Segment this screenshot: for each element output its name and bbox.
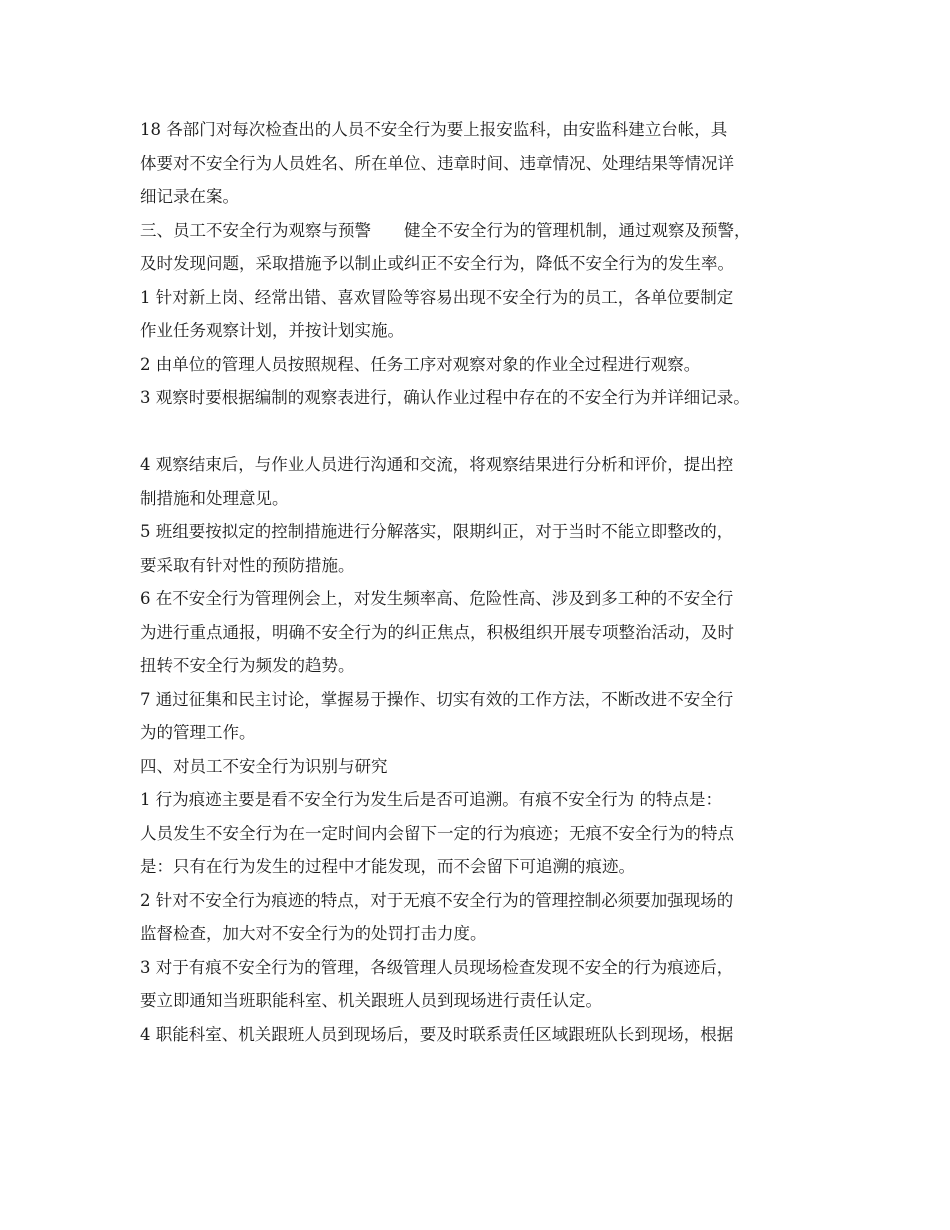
text-line: 及时发现问题，采取措施予以制止或纠正不安全行为，降低不安全行为的发生率。: [140, 254, 734, 273]
text-line: 5 班组要按拟定的控制措施进行分解落实，限期纠正，对于当时不能立即整改的，: [140, 522, 734, 541]
text-line: 制措施和处理意见。: [140, 488, 289, 508]
text-line: 为的管理工作。: [140, 723, 256, 742]
text-line: 4 职能科室、机关跟班人员到现场后，要及时联系责任区域跟班队长到现场，根据: [140, 1024, 734, 1044]
text-line: 2 针对不安全行为痕迹的特点，对于无痕不安全行为的管理控制必须要加强现场的: [140, 890, 734, 910]
text-line: 6 在不安全行为管理例会上，对发生频率高、危险性高、涉及到多工种的不安全行: [140, 589, 734, 608]
text-line: 为进行重点通报，明确不安全行为的纠正焦点，积极组织开展专项整治活动，及时: [140, 622, 734, 642]
text-line: 细记录在案。: [140, 187, 239, 206]
text-line: 人员发生不安全行为在一定时间内会留下一定的行为痕迹；无痕不安全行为的特点: [140, 823, 734, 843]
text-line: 3 对于有痕不安全行为的管理，各级管理人员现场检查发现不安全的行为痕迹后，: [140, 957, 734, 977]
text-line: 体要对不安全行为人员姓名、所在单位、违章时间、违章情况、处理结果等情况详: [140, 153, 734, 173]
text-line: 作业任务观察计划，并按计划实施。: [140, 321, 404, 340]
text-line: 18 各部门对每次检查出的人员不安全行为要上报安监科，由安监科建立台帐，具: [140, 120, 728, 139]
text-line: 7 通过征集和民主讨论，掌握易于操作、切实有效的工作方法，不断改进不安全行: [140, 689, 734, 709]
text-line: 3 观察时要根据编制的观察表进行，确认作业过程中存在的不安全行为并详细记录。: [140, 388, 750, 407]
blank-line: [140, 415, 830, 449]
section-heading: 四、对员工不安全行为识别与研究: [140, 756, 388, 776]
text-line: 监督检查，加大对不安全行为的处罚打击力度。: [140, 924, 487, 943]
document-body: [140, 113, 830, 1051]
text-line: 要采取有针对性的预防措施。: [140, 555, 355, 575]
text-line: 4 观察结束后，与作业人员进行沟通和交流，将观察结果进行分析和评价，提出控: [140, 455, 734, 474]
text-line: 1 针对新上岗、经常出错、喜欢冒险等容易出现不安全行为的员工，各单位要制定: [140, 287, 734, 307]
section-heading: 三、员工不安全行为观察与预警 健全不安全行为的管理机制，通过观察及预警，: [140, 220, 751, 240]
text-line: 要立即通知当班职能科室、机关跟班人员到现场进行责任认定。: [140, 991, 602, 1010]
text-line: 1 行为痕迹主要是看不安全行为发生后是否可追溯。有痕不安全行为 的特点是：: [140, 790, 722, 809]
text-line: 是：只有在行为发生的过程中才能发现，而不会留下可追溯的痕迹。: [140, 857, 635, 876]
text-line: 2 由单位的管理人员按照规程、任务工序对观察对象的作业全过程进行观察。: [140, 354, 701, 374]
text-line: 扭转不安全行为频发的趋势。: [140, 656, 355, 675]
